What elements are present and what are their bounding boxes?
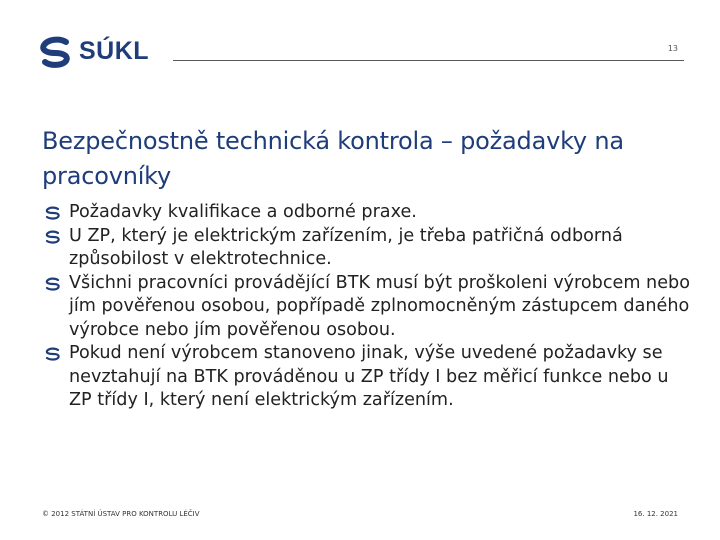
footer-date: 16. 12. 2021 [633, 510, 678, 518]
bullet-text: U ZP, který je elektrickým zařízením, je třeba patřičná odborná způsobilost v elektrotechnice. [69, 225, 623, 269]
sukl-s-logo-icon [38, 36, 74, 68]
header-divider [173, 60, 684, 61]
sukl-logo [38, 36, 168, 68]
bullet-text: Požadavky kvalifikace a odborné praxe. [69, 202, 417, 222]
bullet-text: Všichni pracovníci provádějící BTK musí být proškoleni výrobcem nebo jím pověřenou osobou, popřípadě zplnomocněným zástupcem daného výrobce nebo jím pověřenou osobou. [69, 272, 690, 340]
page-number: 13 [667, 44, 678, 53]
footer-copyright: © 2012 STÁTNÍ ÚSTAV PRO KONTROLU LÉČIV [42, 510, 200, 518]
sukl-bullet-icon [44, 206, 62, 220]
bullet-item [42, 272, 692, 343]
bullet-item [42, 201, 692, 225]
sukl-bullet-icon [44, 347, 62, 361]
logo-text: SÚKL [79, 37, 150, 65]
bullet-item [42, 225, 692, 272]
bullet-item [42, 342, 692, 413]
bullet-text: Pokud není výrobcem stanoveno jinak, výše uvedené požadavky se nevztahují na BTK prováděnou u ZP třídy I bez měřicí funkce nebo u ZP třídy I, který není elektrickým zařízením. [69, 343, 669, 410]
slide-title: Bezpečnostně technická kontrola – požadavky na pracovníky [42, 127, 624, 190]
sukl-bullet-icon [44, 277, 62, 291]
sukl-bullet-icon [44, 230, 62, 244]
bullet-list [42, 201, 692, 413]
